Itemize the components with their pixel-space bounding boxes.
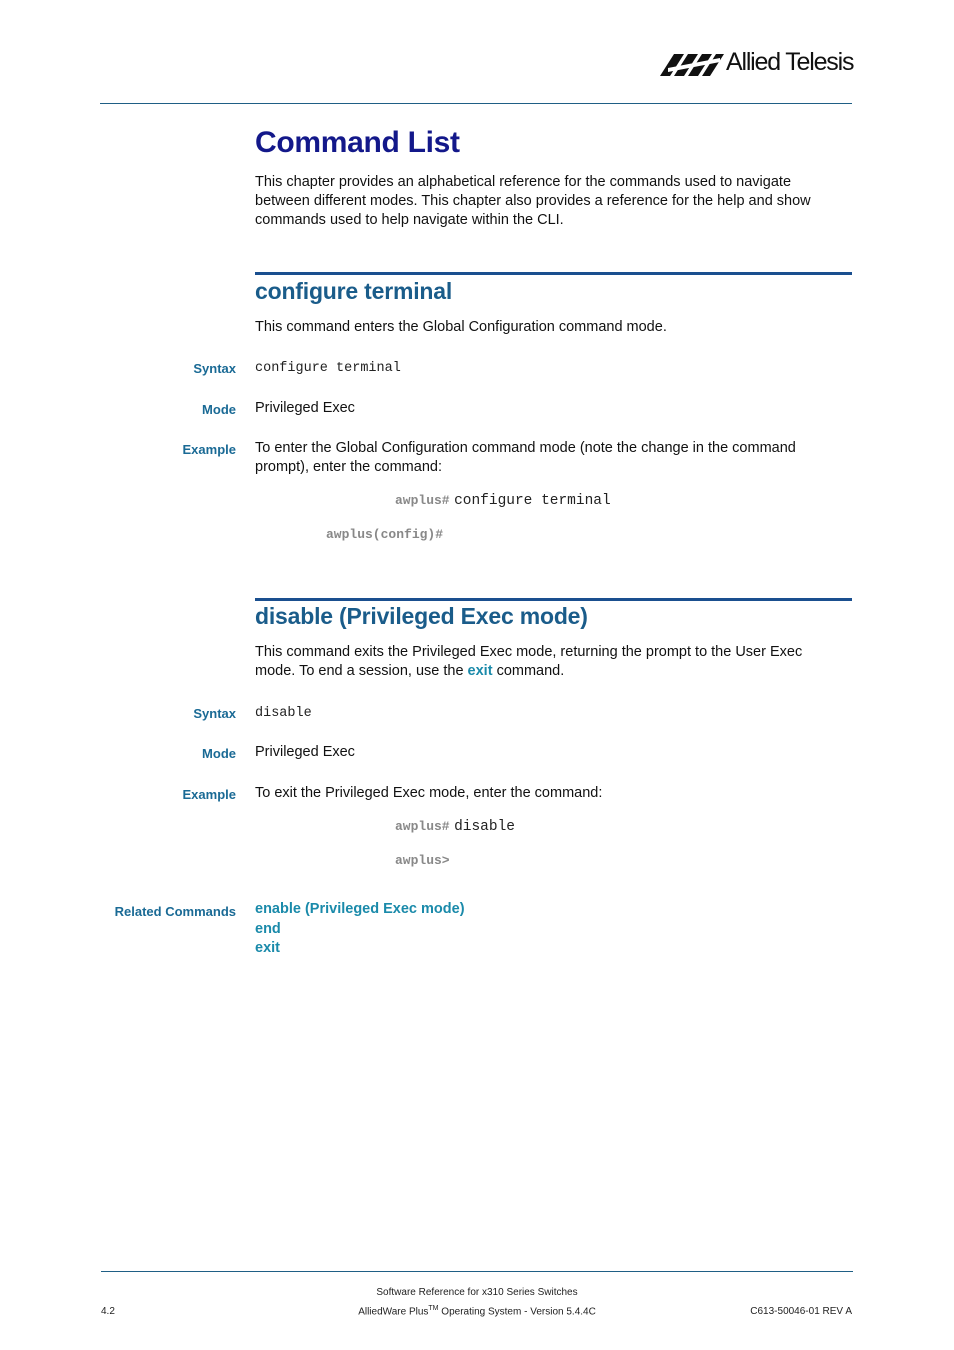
section-rule [255,598,852,601]
page-number: 4.2 [101,1306,115,1317]
syntax-label: Syntax [193,706,236,721]
trademark-sup: TM [428,1305,439,1312]
footer-version: Operating System - Version 5.4.4C [438,1306,596,1318]
section-title-configure-terminal: configure terminal [255,278,453,304]
example-line [395,491,611,509]
section-description: This command enters the Global Configuration command mode. [255,319,667,335]
example-label: Example [182,787,236,802]
exit-link[interactable]: exit [467,663,493,679]
mode-value: Privileged Exec [255,400,355,416]
cli-command: configure terminal [454,493,611,509]
related-link-end[interactable]: end [255,921,281,937]
example-line [326,525,443,543]
description-text: command. [492,663,565,679]
related-commands-label: Related Commands [114,904,236,919]
cli-prompt: awplus> [395,853,450,868]
cli-command: disable [454,819,515,835]
section-description [255,643,845,681]
footer-rule [101,1271,853,1272]
logo-text: Allied Telesis [726,48,854,76]
section-rule [255,272,852,275]
syntax-value: configure terminal [255,361,401,376]
intro-paragraph: This chapter provides an alphabetical reference for the commands used to navigate between different modes. This chapter also provides a reference for the help and show commands used to help navigate within the CLI. [255,174,811,228]
example-text: To exit the Privileged Exec mode, enter the command: [255,785,603,801]
example-label: Example [182,442,236,457]
syntax-value: disable [255,706,312,721]
syntax-label: Syntax [193,361,236,376]
section-title-disable: disable (Privileged Exec mode) [255,603,588,629]
page-title: Command List [255,126,460,159]
description-text: This command exits the Privileged Exec mode, returning the prompt to the User Exec mode. To end a session, use the [255,644,803,679]
cli-prompt: awplus# [395,819,450,834]
cli-prompt: awplus(config)# [326,527,444,542]
header-rule [100,103,852,104]
example-line [395,817,515,835]
example-text: To enter the Global Configuration command mode (note the change in the command prompt), enter the command: [255,440,796,475]
related-link-enable[interactable]: enable (Privileged Exec mode) [255,901,465,917]
doc-id: C613-50046-01 REV A [750,1306,852,1317]
footer-product: AlliedWare Plus [358,1306,429,1318]
cli-prompt: awplus# [395,493,450,508]
footer-title: Software Reference for x310 Series Switches [376,1287,578,1298]
mode-label: Mode [202,746,236,761]
mode-label: Mode [202,402,236,417]
example-line [395,851,450,869]
mode-value: Privileged Exec [255,744,355,760]
logo-mark-icon [660,54,724,76]
related-link-exit[interactable]: exit [255,940,280,956]
